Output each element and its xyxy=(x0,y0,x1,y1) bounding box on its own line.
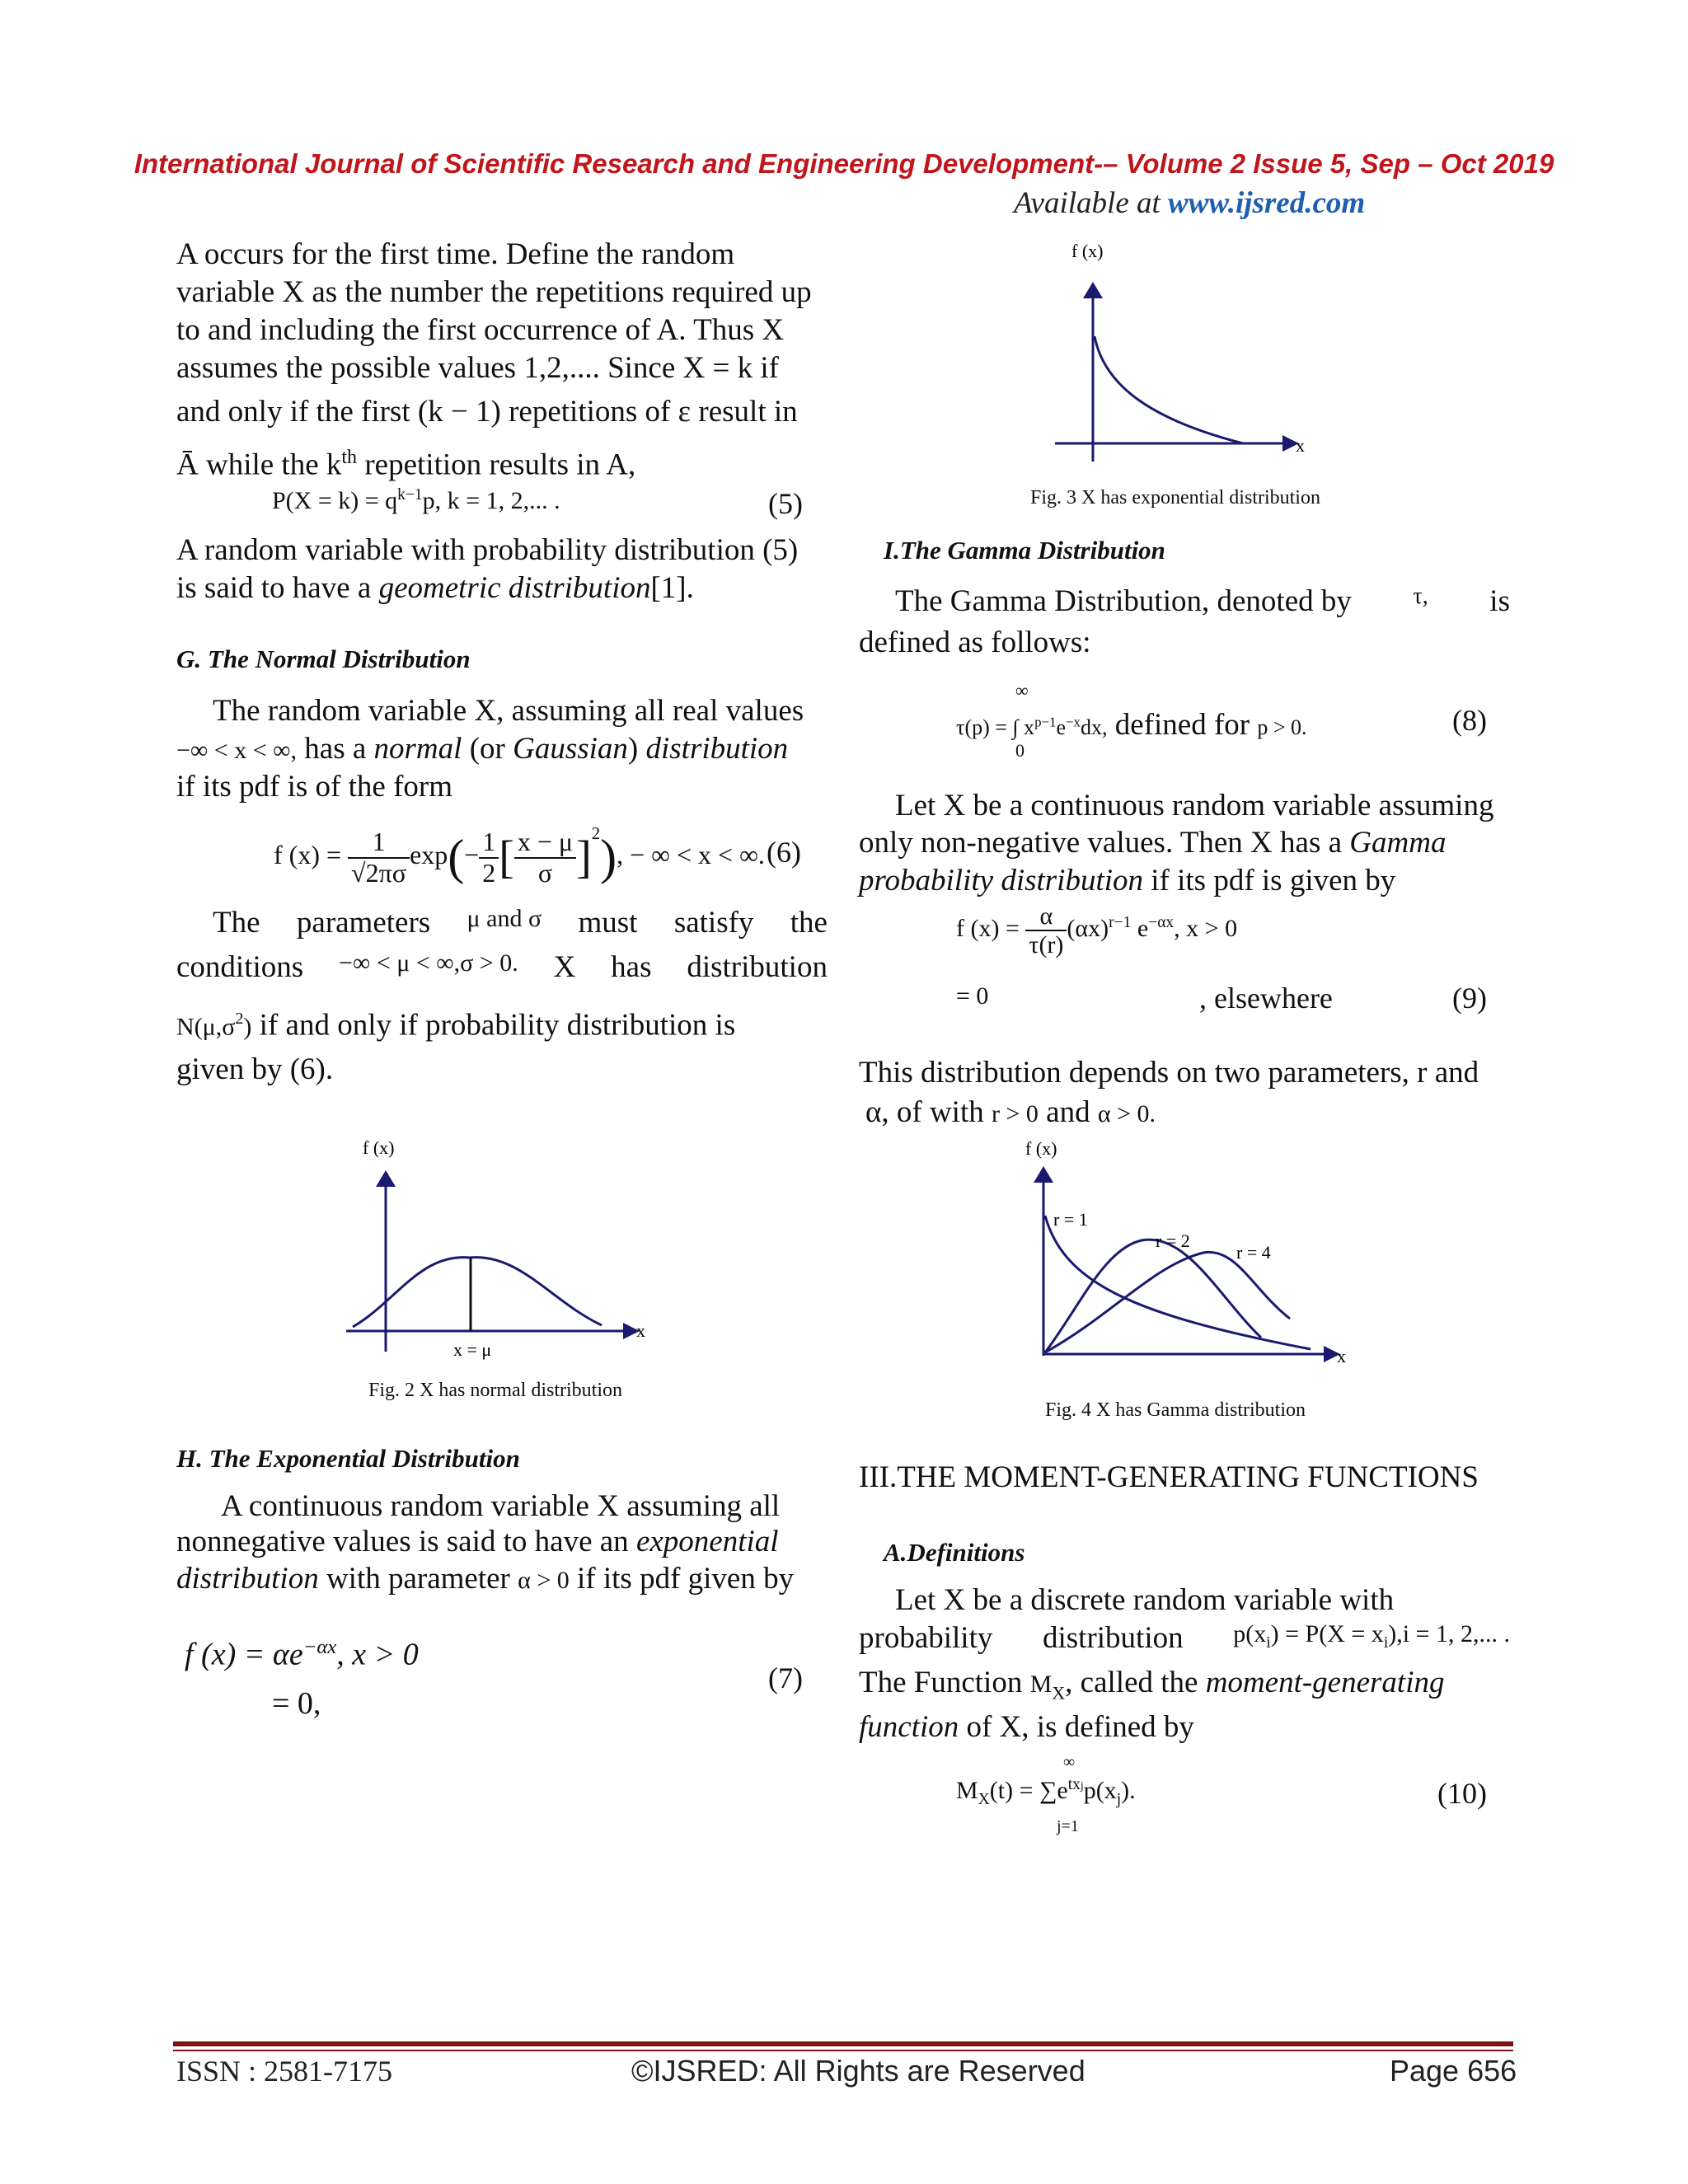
gamma-1c: is xyxy=(1489,584,1510,618)
dep-2e: α > 0. xyxy=(1097,1100,1156,1127)
eq8-e: e xyxy=(1056,715,1067,739)
equation-9 xyxy=(956,902,1237,958)
param-line-4: given by (6). xyxy=(176,1052,334,1086)
gaussian-term: Gaussian xyxy=(513,732,628,766)
fig2-fx-label: f (x) xyxy=(363,1137,395,1158)
site-link[interactable]: www.ijsred.com xyxy=(1168,186,1366,220)
fig2-y-arrow xyxy=(376,1170,396,1187)
equation-7-line-2: = 0, xyxy=(272,1686,321,1721)
mgf-3c: , called the xyxy=(1065,1666,1206,1699)
eq8-sup2: −x xyxy=(1066,714,1081,730)
equation-6: f (x) = $\frac{1}{√2\pi\sigma}$ exp(− $\frac{1}{2}$ [ $\frac{x - \mu}{\sigma}$ ]$^2$), − ∞ < x < ∞. xyxy=(274,824,765,888)
eq8-sup1: p−1 xyxy=(1034,714,1057,730)
gamma-line-2: defined as follows: xyxy=(859,626,1091,659)
mgf-term: moment-generating xyxy=(1205,1666,1445,1699)
journal-header: International Journal of Scientific Research and Engineering Development-– Volume 2 Issue 5, Sep – Oct 2019 xyxy=(134,148,1554,179)
param-2d: has xyxy=(611,950,652,984)
param-1b: parameters xyxy=(296,906,431,940)
normal-term: normal xyxy=(373,732,462,766)
heading-normal: G. The Normal Distribution xyxy=(176,644,471,673)
normal-range: −∞ < x < ∞, xyxy=(176,737,298,764)
eq10-lhs-sub: X xyxy=(978,1791,990,1808)
eq6-paren-close: ) xyxy=(600,830,617,885)
fig4-fx-label: f (x) xyxy=(1025,1138,1057,1159)
param-line-1 xyxy=(213,905,828,940)
exp-3d: if its pdf given by xyxy=(569,1562,795,1596)
geo-line-1: A random variable with probability distribution (5) xyxy=(176,533,799,567)
heading-gamma: I.The Gamma Distribution xyxy=(884,536,1165,565)
exp-line-3 xyxy=(176,1560,828,1600)
eq6-bracket-open: [ xyxy=(499,832,514,883)
equation-5 xyxy=(272,486,560,515)
eq8-lower: 0 xyxy=(1015,740,1025,761)
mgf-4a: function xyxy=(859,1710,959,1744)
param-3c: if and only if probability distribution is xyxy=(251,1008,736,1043)
eq6-half xyxy=(479,827,499,887)
dep-2a: α, xyxy=(865,1095,889,1129)
gamma-1a: The Gamma Distribution, denoted by xyxy=(895,584,1352,618)
eq8-lhs: τ(p) = ∫ x xyxy=(956,715,1035,739)
param-1d: must xyxy=(578,906,638,940)
gamma-line-1 xyxy=(895,583,1510,619)
exp-3b: with parameter xyxy=(318,1562,518,1596)
param-2e: distribution xyxy=(687,950,828,984)
intro-line-6a: Ā while the k xyxy=(176,448,342,482)
fig3-caption: Fig. 3 X has exponential distribution xyxy=(1030,487,1320,509)
param-3b: ) xyxy=(243,1013,252,1041)
fig3-exp-curve xyxy=(1095,336,1243,443)
eq9-e: e xyxy=(1131,914,1149,942)
mgf-line-1: Let X be a discrete random variable with xyxy=(895,1583,1395,1617)
intro-line-5: and only if the first (k − 1) repetitions of ε result in xyxy=(176,395,798,429)
eq10-end: ). xyxy=(1121,1777,1136,1804)
eq9-fraction xyxy=(1025,902,1067,958)
figure-normal-distribution xyxy=(330,1129,676,1376)
exp-3a: distribution xyxy=(176,1562,319,1596)
fig2-bell-curve xyxy=(353,1258,602,1327)
intro-th: th xyxy=(341,447,358,468)
eq8-text: defined for xyxy=(1107,708,1258,742)
param-2b: −∞ < μ < ∞,σ > 0. xyxy=(339,949,518,977)
fig2-mu-label: x = μ xyxy=(453,1339,492,1360)
geo-2a: is said to have a xyxy=(176,571,379,605)
eq9-number: (9) xyxy=(1452,982,1487,1015)
equation-7-line-1 xyxy=(185,1636,419,1673)
eq9-rest: (αx) xyxy=(1067,914,1109,942)
fig4-caption: Fig. 4 X has Gamma distribution xyxy=(1045,1399,1306,1421)
dep-2c: r > 0 xyxy=(992,1100,1039,1127)
eq10-upper: ∞ xyxy=(1063,1753,1076,1771)
eq10-number: (10) xyxy=(1437,1777,1487,1810)
fig3-x-label: x xyxy=(1296,435,1305,456)
param-3a: N(μ,σ xyxy=(176,1013,236,1041)
available-prefix: Available at xyxy=(1014,186,1169,220)
gamma-4a: only non-negative values. Then X has a xyxy=(859,826,1350,860)
eq6-fraction xyxy=(348,827,410,887)
param-line-2 xyxy=(176,949,828,985)
mgf-2c-sub: i xyxy=(1266,1634,1271,1652)
mgf-line-2 xyxy=(859,1620,1510,1656)
param-2a: conditions xyxy=(176,950,304,984)
eq9-sup1: r−1 xyxy=(1109,913,1132,931)
param-1c: μ and σ xyxy=(467,905,542,932)
fig4-curve-r2 xyxy=(1045,1240,1261,1352)
eq9-frac-den: τ(r) xyxy=(1029,931,1064,958)
eq8-cond: p > 0. xyxy=(1257,715,1307,739)
eq9-lhs: f (x) = xyxy=(956,914,1020,942)
gamma-line-4 xyxy=(859,824,1510,862)
figure-gamma-distribution xyxy=(1014,1133,1360,1372)
eq6-half-den: 2 xyxy=(482,857,496,888)
eq5-sup: k−1 xyxy=(397,486,423,504)
dep-line-2 xyxy=(865,1094,1517,1133)
param-3sup: 2 xyxy=(235,1010,244,1028)
eq8-upper: ∞ xyxy=(1015,680,1029,701)
dep-2d: and xyxy=(1038,1095,1098,1129)
fig4-label-r1: r = 1 xyxy=(1053,1209,1088,1230)
param-line-3 xyxy=(176,1000,828,1046)
dep-2b: of with xyxy=(889,1095,992,1129)
param-1a: The xyxy=(213,906,260,940)
geo-ref: [1]. xyxy=(650,571,694,605)
eq10-sup-j: j xyxy=(1080,1779,1084,1792)
mgf-2-formula xyxy=(1233,1620,1510,1656)
footer-rule-thick xyxy=(173,2041,1513,2046)
eq10-sup-tx: tx xyxy=(1067,1776,1081,1793)
fig4-x-label: x xyxy=(1337,1346,1346,1366)
footer-rights: ©IJSRED: All Rights are Reserved xyxy=(631,2054,1085,2088)
eq6-inner-den: σ xyxy=(537,857,553,888)
eq7-1a: f (x) = αe xyxy=(185,1637,303,1672)
eq10-rest-sub: j xyxy=(1116,1791,1122,1808)
heading-exponential: H. The Exponential Distribution xyxy=(176,1444,520,1473)
eq9-sup2: −αx xyxy=(1148,913,1175,931)
eq6-half-num: 1 xyxy=(479,827,499,858)
eq6-num: 1 xyxy=(348,827,410,858)
normal-2b: has a xyxy=(297,732,374,766)
section-heading-iii: III.THE MOMENT-GENERATING FUNCTIONS xyxy=(859,1460,1479,1494)
eq6-range: , − ∞ < x < ∞. xyxy=(617,840,765,869)
intro-line-1: A occurs for the first time. Define the random xyxy=(176,237,735,271)
fig2-caption: Fig. 2 X has normal distribution xyxy=(368,1380,622,1401)
eq5-number: (5) xyxy=(768,487,803,520)
normal-line-2 xyxy=(176,730,828,770)
eq5-rest: p, k = 1, 2,... . xyxy=(422,487,560,514)
mgf-line-3 xyxy=(859,1665,1510,1704)
eq7-sup: −αx xyxy=(302,1636,337,1658)
eq6-inner xyxy=(514,827,576,887)
gamma-5b: if its pdf is given by xyxy=(1143,864,1396,898)
eq10-rest: p(x xyxy=(1083,1777,1117,1804)
eq7-1b: , x > 0 xyxy=(336,1637,419,1672)
mgf-2d-sub: i xyxy=(1383,1634,1389,1652)
eq10-sup xyxy=(1068,1776,1084,1793)
eq6-inner-num: x − μ xyxy=(514,827,576,858)
intro-line-3: to and including the first occurrence of A. Thus X xyxy=(176,313,785,347)
fig4-label-r4: r = 4 xyxy=(1236,1242,1271,1263)
eq5-lhs: P(X = k) = q xyxy=(272,487,398,514)
equation-10 xyxy=(956,1776,1136,1809)
eq6-bracket-close: ] xyxy=(576,832,592,883)
figure-exponential-distribution xyxy=(1039,239,1352,478)
normal-line-1: The random variable X, assuming all real values xyxy=(213,694,804,728)
param-2c: X xyxy=(553,950,576,984)
mgf-line-4 xyxy=(859,1709,1194,1745)
param-1e: satisfy xyxy=(673,906,754,940)
mgf-2d: ) = P(X = x xyxy=(1270,1620,1384,1647)
gamma-1b: τ, xyxy=(1413,583,1428,609)
eq9-zero: = 0 xyxy=(956,982,989,1010)
exp-2a: nonnegative values is said to have an xyxy=(176,1525,636,1558)
geo-line-2 xyxy=(176,569,828,607)
fig3-fx-label: f (x) xyxy=(1071,241,1104,261)
eq6-number: (6) xyxy=(767,836,801,869)
eq6-den: √2πσ xyxy=(351,857,406,888)
intro-line-6b: repetition results in A, xyxy=(357,448,636,482)
eq9-cond: , x > 0 xyxy=(1174,914,1238,942)
exp-line-2 xyxy=(176,1523,828,1561)
normal-line-3: if its pdf is of the form xyxy=(176,770,453,804)
eq10-lower: j=1 xyxy=(1057,1817,1079,1835)
footer-page-number: Page 656 xyxy=(1390,2054,1517,2088)
gamma-line-3: Let X be a continuous random variable assuming xyxy=(895,789,1494,823)
fig3-y-arrow xyxy=(1083,282,1103,298)
exp-line-1: A continuous random variable X assuming all xyxy=(221,1489,781,1523)
intro-line-4: assumes the possible values 1,2,.... Since X = k if xyxy=(176,351,779,385)
gamma-term: Gamma xyxy=(1349,826,1447,860)
eq10-lhs: M xyxy=(956,1777,978,1804)
equation-8 xyxy=(956,707,1307,743)
footer-rule-thin xyxy=(173,2050,1513,2051)
mgf-2c: p(x xyxy=(1233,1620,1267,1647)
fig2-x-label: x xyxy=(636,1320,645,1341)
fig4-y-arrow xyxy=(1034,1166,1053,1183)
eq9-elsewhere: , elsewhere xyxy=(1199,982,1333,1015)
availability-line xyxy=(1014,185,1365,221)
mgf-2e: ),i = 1, 2,... . xyxy=(1388,1620,1510,1647)
exponential-term: exponential xyxy=(635,1525,779,1558)
mgf-2b: distribution xyxy=(1042,1621,1184,1655)
heading-definitions: A.Definitions xyxy=(884,1538,1025,1567)
eq6-paren-open: ( xyxy=(448,830,465,885)
dep-line-1: This distribution depends on two parameters, r and xyxy=(859,1056,1479,1090)
mgf-2a: probability xyxy=(859,1621,993,1655)
mgf-4b: of X, is defined by xyxy=(959,1710,1194,1744)
eq8-number: (8) xyxy=(1452,704,1487,737)
mgf-3b: M xyxy=(1029,1671,1053,1698)
distribution-term: distribution xyxy=(645,732,789,766)
normal-2f: ) xyxy=(627,732,646,766)
eq6-lhs: f (x) = xyxy=(274,840,342,869)
eq9-frac-num: α xyxy=(1025,902,1067,931)
eq8-dx: dx, xyxy=(1081,715,1108,739)
eq6-square: 2 xyxy=(591,824,601,843)
param-1f: the xyxy=(790,906,828,940)
gamma-5a: probability distribution xyxy=(859,864,1144,898)
mgf-3a: The Function xyxy=(859,1666,1030,1699)
footer-issn: ISSN : 2581-7175 xyxy=(176,2055,393,2088)
exp-3c: α > 0 xyxy=(518,1567,570,1594)
intro-line-6 xyxy=(176,438,828,484)
normal-2d: (or xyxy=(462,732,513,766)
eq7-number: (7) xyxy=(768,1661,803,1694)
eq6-exp: exp xyxy=(409,840,448,869)
gamma-line-5 xyxy=(859,862,1510,900)
eq10-mid: (t) = ∑e xyxy=(989,1777,1068,1804)
geo-term: geometric distribution xyxy=(378,571,651,605)
mgf-3b-sub: X xyxy=(1052,1682,1066,1704)
intro-line-2: variable X as the number the repetitions required up xyxy=(176,275,812,309)
fig4-label-r2: r = 2 xyxy=(1156,1230,1190,1251)
